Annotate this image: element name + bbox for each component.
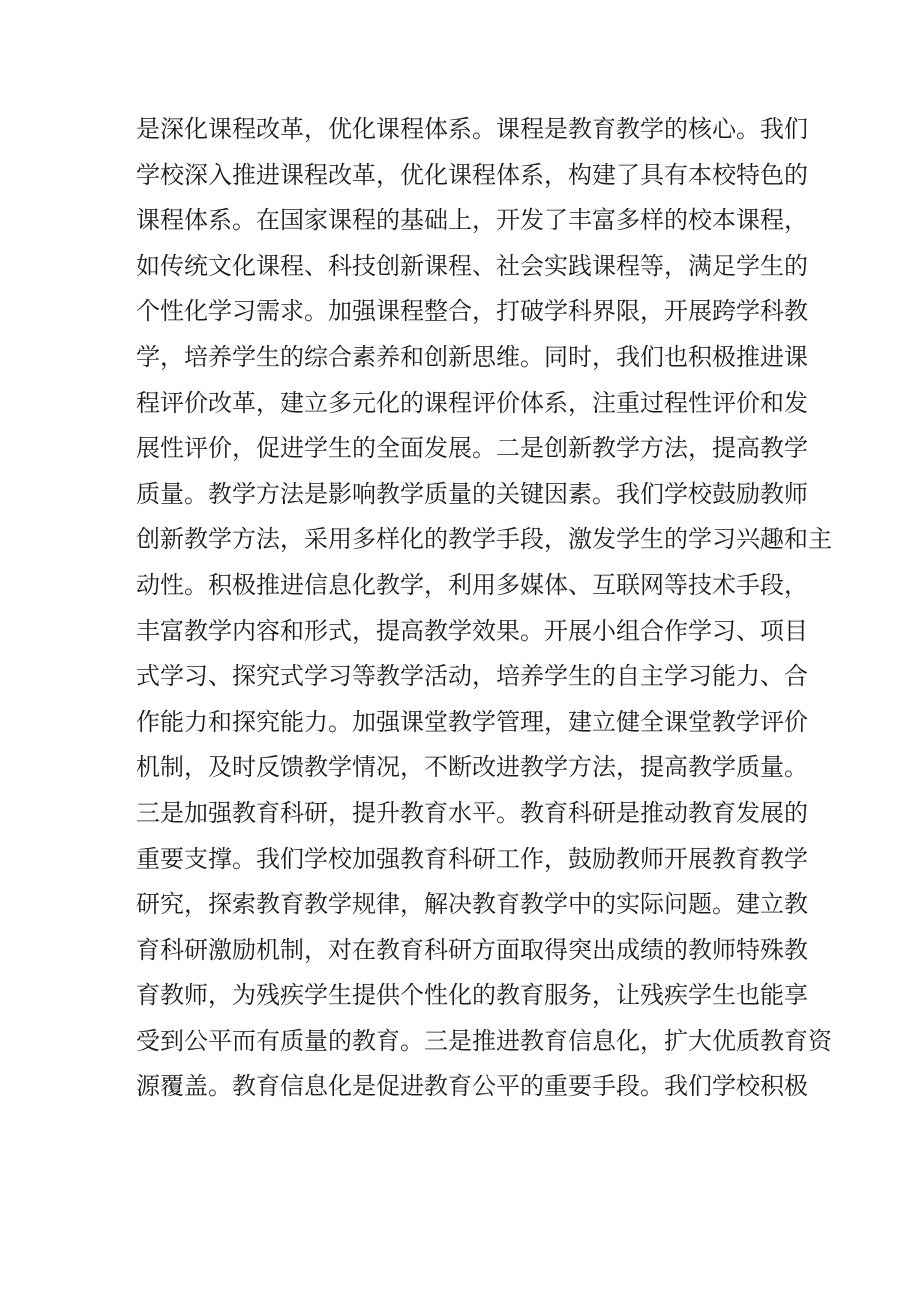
text-line-3: 课程体系。在国家课程的基础上，开发了丰富多样的校本课程， bbox=[136, 206, 808, 235]
text-line-14: 作能力和探究能力。加强课堂教学管理，建立健全课堂教学评价 bbox=[136, 707, 808, 736]
text-line-7: 程评价改革，建立多元化的课程评价体系，注重过程性评价和发 bbox=[136, 388, 808, 417]
text-line-4: 如传统文化课程、科技创新课程、社会实践课程等，满足学生的 bbox=[136, 251, 808, 280]
text-line-2: 学校深入推进课程改革，优化课程体系，构建了具有本校特色的 bbox=[136, 160, 808, 189]
body-text bbox=[136, 107, 832, 1110]
text-line-10: 创新教学方法，采用多样化的教学手段，激发学生的学习兴趣和主 bbox=[136, 525, 832, 554]
text-line-13: 式学习、探究式学习等教学活动，培养学生的自主学习能力、合 bbox=[136, 662, 808, 691]
text-line-18: 研究，探索教育教学规律，解决教育教学中的实际问题。建立教 bbox=[136, 890, 808, 919]
text-line-22: 源覆盖。教育信息化是促进教育公平的重要手段。我们学校积极 bbox=[136, 1072, 808, 1101]
text-line-16: 三是加强教育科研，提升教育水平。教育科研是推动教育发展的 bbox=[136, 798, 808, 827]
text-line-15: 机制，及时反馈教学情况，不断改进教学方法，提高教学质量。 bbox=[136, 753, 808, 782]
text-line-12: 丰富教学内容和形式，提高教学效果。开展小组合作学习、项目 bbox=[136, 616, 808, 645]
text-line-17: 重要支撑。我们学校加强教育科研工作，鼓励教师开展教育教学 bbox=[136, 844, 808, 873]
text-line-1: 是深化课程改革，优化课程体系。课程是教育教学的核心。我们 bbox=[136, 115, 808, 143]
text-line-9: 质量。教学方法是影响教学质量的关键因素。我们学校鼓励教师 bbox=[136, 479, 808, 508]
text-line-8: 展性评价，促进学生的全面发展。二是创新教学方法，提高教学 bbox=[136, 434, 808, 463]
text-line-19: 育科研激励机制，对在教育科研方面取得突出成绩的教师特殊教 bbox=[136, 935, 808, 964]
text-line-20: 育教师，为残疾学生提供个性化的教育服务，让残疾学生也能享 bbox=[136, 981, 808, 1010]
text-line-11: 动性。积极推进信息化教学，利用多媒体、互联网等技术手段， bbox=[136, 570, 808, 599]
text-line-6: 学，培养学生的综合素养和创新思维。同时，我们也积极推进课 bbox=[136, 342, 808, 371]
text-line-5: 个性化学习需求。加强课程整合，打破学科界限，开展跨学科教 bbox=[136, 297, 808, 326]
text-line-21: 受到公平而有质量的教育。三是推进教育信息化，扩大优质教育资 bbox=[136, 1026, 832, 1055]
